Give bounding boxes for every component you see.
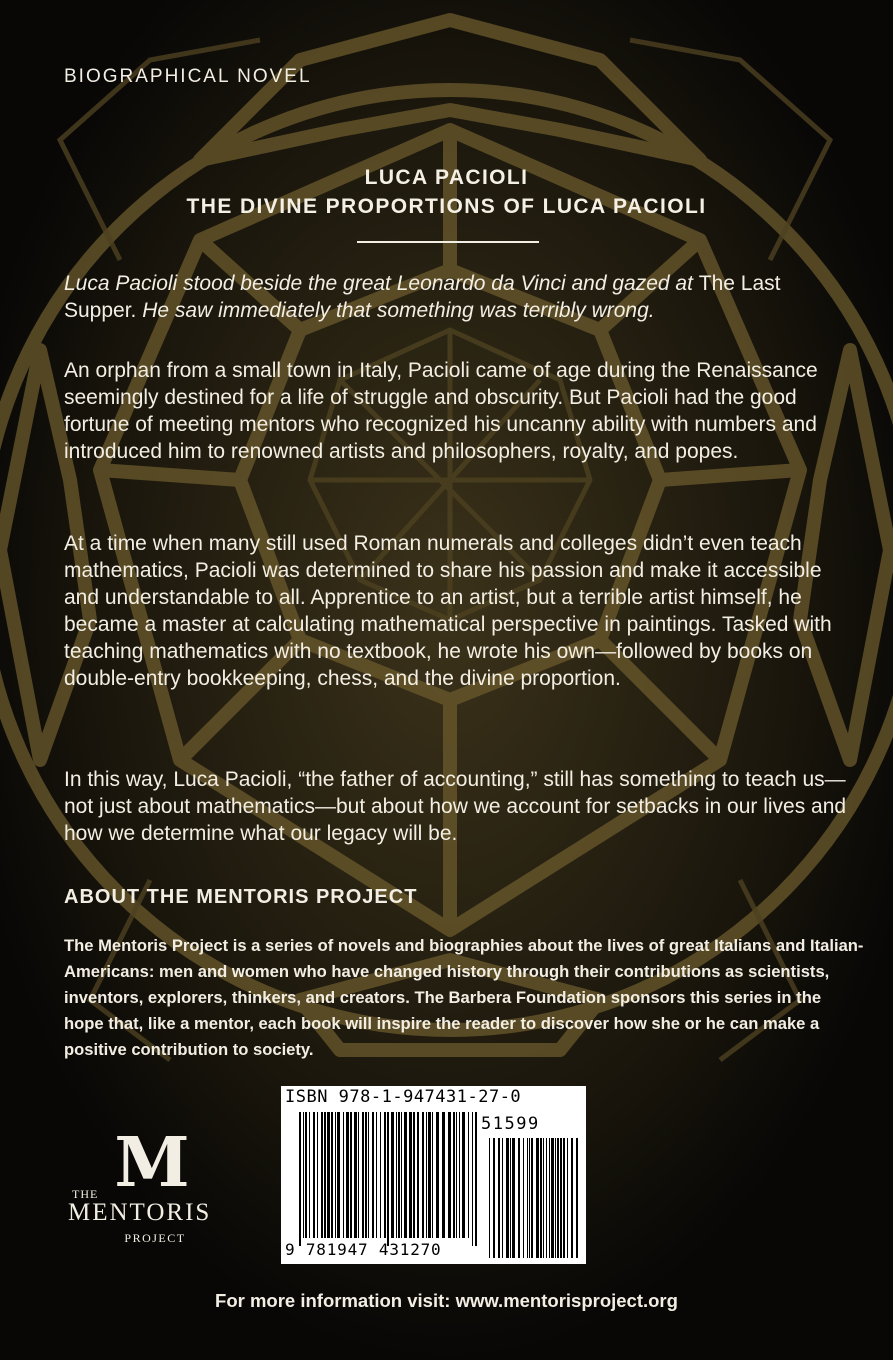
synopsis-paragraph-1 — [64, 357, 854, 465]
isbn-barcode — [281, 1086, 586, 1264]
synopsis-text: At a time when many still used Roman numerals and colleges didn’t even teach mathematics, Pacioli was determined to share his passion and make it accessible and understandable to all. Apprentice to an artist, but a terrible artist himself, he became a master at calculating mathematical perspective in paintings. Tasked with teaching mathematics with no textbook, he wrote his own—followed by books on double-entry bookkeeping, chess, and the divine proportion. — [64, 532, 832, 690]
about-body — [64, 933, 864, 1063]
title-divider — [357, 241, 539, 243]
synopsis-paragraph-2 — [64, 530, 854, 692]
logo-the: THE — [72, 1187, 99, 1201]
logo-letter: M — [114, 1123, 190, 1203]
hook-paragraph — [64, 270, 854, 324]
price-code: 51599 — [481, 1114, 540, 1134]
mentoris-logo — [62, 1123, 248, 1255]
about-heading: ABOUT THE MENTORIS PROJECT — [64, 886, 418, 908]
hook-book-title: The Last Supper. — [64, 272, 781, 322]
logo-name: MENTORIS — [68, 1199, 212, 1226]
hook-part-1: Luca Pacioli stood beside the great Leonardo da Vinci and gazed at — [64, 272, 699, 295]
genre-label: BIOGRAPHICAL NOVEL — [64, 66, 312, 87]
barcode-bars — [281, 1086, 586, 1264]
logo-project: PROJECT — [124, 1231, 186, 1245]
synopsis-paragraph-3 — [64, 766, 854, 847]
about-text: The Mentoris Project is a series of novels and biographies about the lives of great Italians and Italian-Americans: men and women who have changed history through their contributions as scientists, inventors, explorers, thinkers, and creators. The Barbera Foundation sponsors this series in the hope that, like a mentor, each book will inspire the reader to discover how she or he can make a positive contribution to society. — [64, 936, 864, 1059]
synopsis-text: An orphan from a small town in Italy, Pacioli came of age during the Renaissance seemingly destined for a life of struggle and obscurity. But Pacioli had the good fortune of meeting mentors who recognized his uncanny ability with numbers and introduced him to renowned artists and philosophers, royalty, and popes. — [64, 359, 818, 463]
footer-url-text: For more information visit: www.mentorisproject.org — [215, 1290, 678, 1311]
author-title: LUCA PACIOLI — [364, 166, 529, 189]
isbn-text: ISBN 978-1-947431-27-0 — [285, 1087, 522, 1107]
hook-part-2: He saw immediately that something was terribly wrong. — [136, 299, 655, 322]
book-title: THE DIVINE PROPORTIONS OF LUCA PACIOLI — [186, 195, 707, 218]
ean-digits: 9 781947 431270 — [285, 1240, 442, 1259]
synopsis-text: In this way, Luca Pacioli, “the father of accounting,” still has something to teach us—not just about mathematics—but about how we account for setbacks in our lives and how we determine what our legacy will be. — [64, 768, 847, 845]
title-block — [0, 163, 893, 221]
